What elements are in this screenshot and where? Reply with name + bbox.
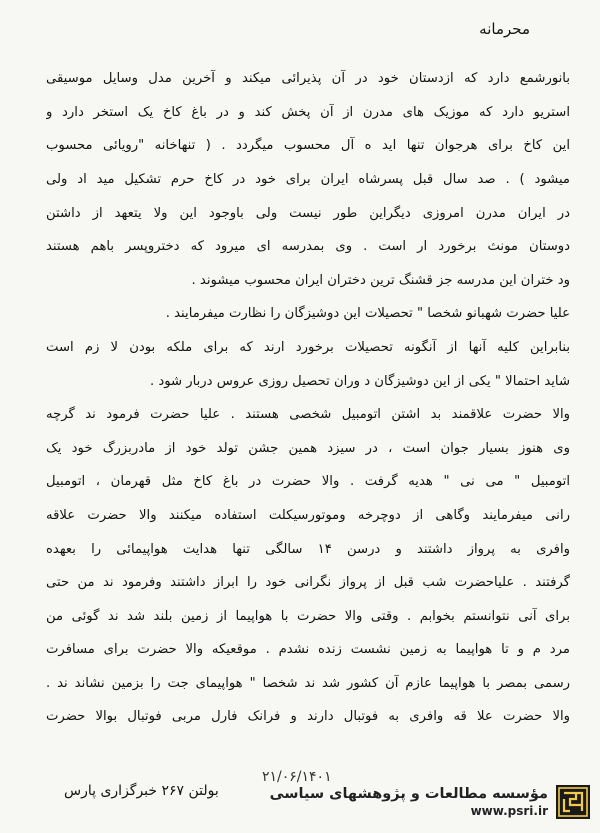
body-line-text: این کاخ برای هرجوان تنها اید ه آل محسوب میگردد . ( تنهاخانه "رویائی محسوب — [46, 138, 570, 154]
institute-watermark — [270, 785, 590, 819]
body-line-text: شاید احتمالا " یکی از این دوشیزگان د وران تحصیل روزی عروس دربار شود . — [149, 373, 570, 389]
body-line — [46, 96, 570, 130]
body-line — [46, 230, 570, 264]
bulletin-label: بولتن ۲۶۷ خبرگزاری پارس — [64, 783, 219, 799]
body-line-text: ود ختران این مدرسه جز قشنگ ترین دختران ایران محسوب میشوند . — [191, 272, 570, 288]
body-line-text: رسمی بمصر با هواپیما عازم آن کشور شد ند شخصا " هواپیمای جت را بزمین نشاند ند . — [46, 675, 570, 691]
body-line-text: والا حضرت علاقمند بد اشتن اتومبیل شخصی هستند . علیا حضرت فرمود ند گرچه — [46, 407, 570, 423]
body-line — [46, 465, 570, 499]
institute-name: مؤسسه مطالعات و پژوهشهای سیاسی — [269, 786, 548, 802]
body-line — [46, 364, 570, 398]
body-line-text: والا حضرت علا قه وافری به فوتبال دارند و فرانک فارل مربی فوتبال بوالا حضرت — [46, 709, 570, 725]
document-date: ۲۱/۰۶/۱۴۰۱ — [262, 769, 332, 785]
classification-mark: محرمانه — [479, 20, 530, 38]
body-line — [46, 264, 570, 298]
body-line — [46, 566, 570, 600]
body-line-text: وافری به پرواز داشتند و درسن ۱۴ سالگی تنها هدایت هواپیمائی را بعهده — [46, 541, 570, 557]
institute-text — [270, 786, 548, 818]
body-line-text: مرد م و تا هواپیما به زمین نشست زنده نشدم . موقعیکه والا حضرت برای مسافرت — [46, 642, 570, 658]
document-body — [46, 62, 570, 734]
body-line-text: علیا حضرت شهبانو شخصا " تحصیلات این دوشیزگان را نظارت میفرمایند . — [165, 306, 570, 322]
body-line-text: رانی میفرمایند وگاهی از دوچرخه وموتورسیکلت استفاده میکنند والا حضرت علاقه — [46, 507, 570, 523]
body-line — [46, 398, 570, 432]
body-line — [46, 331, 570, 365]
body-line-text: در ایران مدرن امروزی دیگراین طور نیست ولی باوجود این ولا یتعهد از داشتن — [46, 205, 570, 221]
institute-logo-icon — [556, 785, 590, 819]
body-line-text: استریو دارد که موزیک های مدرن از آن پخش کند و در باغ کاخ یک استخر دارد و — [46, 104, 570, 120]
body-line — [46, 700, 570, 734]
body-line-text: دوستان مونث برخورد ار است . وی بمدرسه ای میرود که دختروپسر باهم هستند — [46, 239, 570, 255]
body-line — [46, 633, 570, 667]
body-line-text: میشود ) . صد سال قبل پسرشاه ایران برای خود در کاخ حرم تشکیل مید اد ولی — [46, 171, 570, 187]
body-line — [46, 163, 570, 197]
body-line-text: برای آنی نتوانستم بخوابم . وقتی والا حضرت با هواپیما از زمین بلند شد ند گوئی من — [46, 608, 570, 624]
body-line — [46, 129, 570, 163]
body-line — [46, 297, 570, 331]
body-line-text: بانورشمع دارد که ازدستان خود در آن پذیرائی میکند و آخرین مدل وسایل موسیقی — [46, 71, 570, 87]
body-line-text: اتومبیل " می نی " هدیه گرفت . والا حضرت در باغ کاخ مثل قهرمان ، اتومبیل — [46, 474, 570, 490]
institute-url: www.psri.ir — [470, 804, 548, 818]
body-line — [46, 600, 570, 634]
body-line — [46, 62, 570, 96]
body-line — [46, 532, 570, 566]
body-line — [46, 196, 570, 230]
body-line-text: گرفتند . علیاحضرت شب قبل از پرواز نگرانی خود را ابراز داشتند وفرمود ند من حتی — [46, 575, 570, 591]
body-line — [46, 667, 570, 701]
body-line — [46, 499, 570, 533]
body-line-text: بنابراین کلیه آنها از آنگونه تحصیلات برخورد ارند که برای ملکه بودن لا زم است — [46, 339, 570, 355]
body-line — [46, 432, 570, 466]
body-line-text: وی هنوز بسیار جوان است ، در سیزد همین جشن تولد خود از مادربزرگ خود یک — [46, 440, 570, 456]
